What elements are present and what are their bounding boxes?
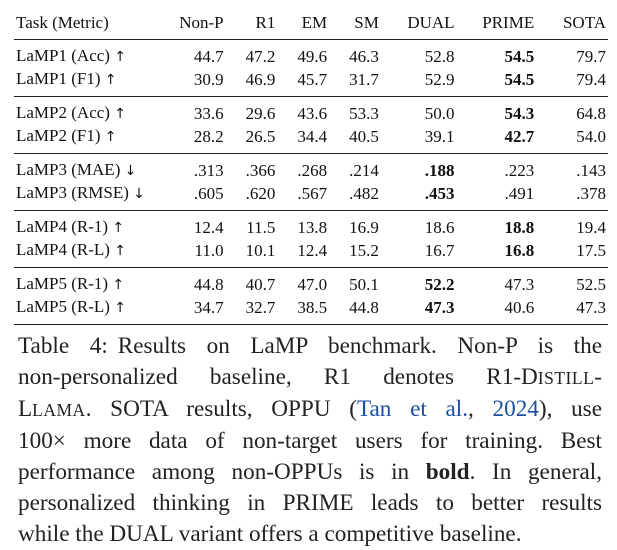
value-cell: .223: [504, 160, 535, 180]
value-cell: 16.8: [455, 239, 535, 268]
metric-direction-icon: ↑: [114, 106, 126, 122]
value-cell: 12.4: [193, 217, 224, 237]
table-header-row: [14, 6, 608, 40]
table-row: [14, 40, 608, 69]
value-cell: 53.3: [349, 103, 379, 123]
value-cell: 44.8: [327, 296, 379, 325]
col-header-sm: SM: [327, 6, 379, 40]
value-cell: 52.9: [379, 68, 455, 97]
value-cell: 44.8: [193, 274, 224, 294]
citation-link-authors[interactable]: Tan et al.: [356, 396, 469, 422]
metric-direction-icon: ↑: [104, 129, 117, 145]
value-cell: .313: [193, 160, 224, 180]
metric-direction-icon: ↓: [133, 186, 145, 202]
value-cell: 28.2: [164, 125, 224, 154]
col-header-em: EM: [275, 6, 327, 40]
value-cell: 46.3: [349, 46, 379, 66]
results-table: [14, 6, 608, 325]
table-row: [14, 211, 608, 240]
task-cell: LaMP4 (R-1) ↑: [16, 217, 125, 236]
task-cell: LaMP5 (R-1) ↑: [16, 274, 125, 293]
caption-line-4: 100× more data of non-target users for training. Best: [18, 428, 602, 454]
metric-direction-icon: ↑: [114, 243, 126, 259]
value-cell: 47.3: [534, 296, 608, 325]
value-cell: .188: [424, 160, 455, 180]
col-header-non-p: Non-P: [164, 6, 224, 40]
caption-line-2: non-personalized baseline, R1 denotes R1-DISTILL-: [18, 364, 602, 390]
value-cell: 44.7: [193, 46, 224, 66]
value-cell: 11.5: [246, 217, 276, 237]
value-cell: .378: [534, 182, 608, 211]
table-row: [14, 154, 608, 183]
value-cell: 16.9: [349, 217, 379, 237]
value-cell: .491: [455, 182, 535, 211]
table-row: [14, 68, 608, 97]
task-cell: LaMP1 (F1) ↑: [14, 68, 164, 97]
value-cell: 34.7: [164, 296, 224, 325]
value-cell: 79.7: [576, 46, 606, 66]
col-header-r1: R1: [224, 6, 276, 40]
value-cell: 15.2: [327, 239, 379, 268]
value-cell: 33.6: [193, 103, 224, 123]
table-row: [14, 182, 608, 211]
caption-line-5: performance among non-OPPUs is in bold. In general,: [18, 459, 602, 485]
value-cell: 34.4: [275, 125, 327, 154]
value-cell: 64.8: [576, 103, 606, 123]
metric-direction-icon: ↑: [104, 72, 117, 88]
value-cell: 47.3: [379, 296, 455, 325]
value-cell: 52.5: [576, 274, 606, 294]
value-cell: 39.1: [379, 125, 455, 154]
task-cell: LaMP2 (Acc) ↑: [16, 103, 126, 122]
metric-direction-icon: ↑: [114, 49, 126, 65]
value-cell: .268: [297, 160, 328, 180]
table-row: [14, 239, 608, 268]
value-cell: 13.8: [297, 217, 328, 237]
value-cell: 17.5: [534, 239, 608, 268]
value-cell: 54.5: [504, 46, 535, 66]
table-row: [14, 125, 608, 154]
caption-line-3: LLAMA. SOTA results, OPPU (Tan et al., 2024), use: [18, 396, 602, 422]
value-cell: 50.0: [424, 103, 455, 123]
value-cell: 31.7: [327, 68, 379, 97]
task-cell: LaMP5 (R-L) ↑: [14, 296, 164, 325]
results-table-container: [14, 6, 608, 325]
table-row: [14, 97, 608, 126]
value-cell: .214: [349, 160, 379, 180]
col-header-task: Task (Metric): [14, 6, 164, 40]
value-cell: 43.6: [297, 103, 328, 123]
value-cell: .482: [327, 182, 379, 211]
value-cell: 26.5: [224, 125, 276, 154]
value-cell: 18.6: [424, 217, 455, 237]
value-cell: 54.3: [504, 103, 535, 123]
table-body: [14, 40, 608, 325]
value-cell: 50.1: [349, 274, 379, 294]
metric-direction-icon: ↑: [112, 220, 125, 236]
metric-direction-icon: ↑: [112, 277, 125, 293]
task-cell: LaMP3 (MAE) ↓: [16, 160, 137, 179]
value-cell: 32.7: [224, 296, 276, 325]
col-header-dual: DUAL: [379, 6, 455, 40]
value-cell: .567: [275, 182, 327, 211]
value-cell: 54.5: [455, 68, 535, 97]
value-cell: 54.0: [534, 125, 608, 154]
value-cell: 40.6: [455, 296, 535, 325]
metric-direction-icon: ↑: [114, 300, 126, 316]
table-row: [14, 268, 608, 297]
value-cell: 12.4: [275, 239, 327, 268]
value-cell: .143: [576, 160, 606, 180]
metric-direction-icon: ↓: [124, 163, 137, 179]
value-cell: 30.9: [164, 68, 224, 97]
value-cell: 49.6: [297, 46, 328, 66]
value-cell: 52.8: [424, 46, 455, 66]
task-cell: LaMP3 (RMSE) ↓: [14, 182, 164, 211]
value-cell: 11.0: [164, 239, 224, 268]
value-cell: 40.5: [327, 125, 379, 154]
caption-line-1: Table 4: Results on LaMP benchmark. Non-P is the: [18, 333, 602, 359]
value-cell: 10.1: [224, 239, 276, 268]
value-cell: .453: [379, 182, 455, 211]
value-cell: 45.7: [275, 68, 327, 97]
citation-link-year[interactable]: 2024: [492, 396, 539, 422]
col-header-sota: SOTA: [534, 6, 608, 40]
task-cell: LaMP2 (F1) ↑: [14, 125, 164, 154]
value-cell: 38.5: [275, 296, 327, 325]
table-caption: [18, 331, 602, 550]
caption-line-6: personalized thinking in PRIME leads to better results: [18, 490, 602, 516]
value-cell: 47.2: [245, 46, 276, 66]
value-cell: .605: [164, 182, 224, 211]
caption-bold-word: bold: [425, 459, 470, 485]
caption-label: Table 4:: [18, 333, 108, 359]
col-header-prime: PRIME: [455, 6, 535, 40]
caption-line-7: while the DUAL variant offers a competitive baseline.: [18, 521, 522, 547]
value-cell: 47.3: [504, 274, 535, 294]
value-cell: 19.4: [576, 217, 606, 237]
value-cell: 16.7: [379, 239, 455, 268]
table-row: [14, 296, 608, 325]
value-cell: 47.0: [297, 274, 328, 294]
value-cell: .620: [224, 182, 276, 211]
value-cell: .366: [245, 160, 276, 180]
value-cell: 40.7: [245, 274, 276, 294]
value-cell: 52.2: [424, 274, 455, 294]
task-cell: LaMP1 (Acc) ↑: [16, 46, 126, 65]
value-cell: 46.9: [224, 68, 276, 97]
value-cell: 79.4: [534, 68, 608, 97]
value-cell: 18.8: [504, 217, 535, 237]
value-cell: 42.7: [455, 125, 535, 154]
value-cell: 29.6: [245, 103, 276, 123]
task-cell: LaMP4 (R-L) ↑: [14, 239, 164, 268]
